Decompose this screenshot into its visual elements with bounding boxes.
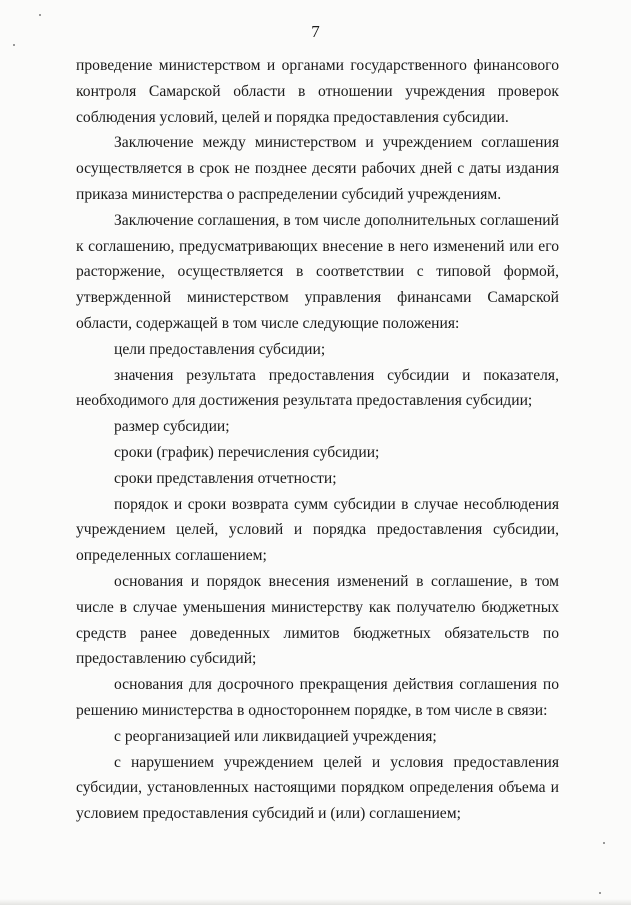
scan-speck [599, 892, 601, 894]
paragraph-agreement-term: Заключение между министерством и учреждением соглашения осуществляется в срок не позднее десяти рабочих дней с даты издания приказа министерства о распределении субсидий учреждениям. [76, 134, 559, 203]
page-number: 7 [311, 22, 320, 41]
scan-speck [39, 14, 41, 16]
scan-speck [13, 44, 15, 46]
scan-bottom-edge [0, 899, 631, 905]
scan-speck [603, 842, 605, 844]
list-item-termination: основания для досрочного прекращения действия соглашения по решению министерства в одностороннем порядке, в том числе в связи: [76, 676, 559, 719]
list-item-result-values: значения результата предоставления субсидии и показателя, необходимого для достижения результата предоставления субсидии; [76, 366, 559, 410]
list-item-refund: порядок и сроки возврата сумм субсидии в случае несоблюдения учреждением целей, условий и порядка предоставления субсидии, определенных соглашением; [76, 495, 559, 565]
paragraph-continuation: проведение министерством и органами государственного финансового контроля Самарской области в отношении учреждения проверок соблюдения условий, целей и порядка предоставления субсидии. [76, 57, 559, 126]
list-item-schedule: сроки (график) перечисления субсидии; [114, 443, 380, 461]
list-item-purpose: цели предоставления субсидии; [114, 340, 326, 358]
document-body [76, 53, 559, 827]
list-item-reorganization: с реорганизацией или ликвидацией учреждения; [114, 727, 437, 745]
list-item-amount: размер субсидии; [114, 418, 230, 436]
list-item-violation: с нарушением учреждением целей и условия предоставления субсидии, установленных настоящими порядком определения объема и условием предоставления субсидий и (или) соглашением; [76, 753, 559, 823]
paragraph-agreement-form: Заключение соглашения, в том числе дополнительных соглашений к соглашению, предусматривающих внесение в него изменений или его расторжение, осуществляется в соответствии с типовой формой, утвержденной министерством управления финансами Самарской области, содержащей в том числе следующие положения: [76, 211, 559, 332]
list-item-amendments: основания и порядок внесения изменений в соглашение, в том числе в случае уменьшения министерству как получателю бюджетных средств ранее доведенных лимитов бюджетных обязательств по предоставлению субсидий; [76, 572, 559, 668]
list-item-reporting: сроки представления отчетности; [114, 469, 337, 487]
